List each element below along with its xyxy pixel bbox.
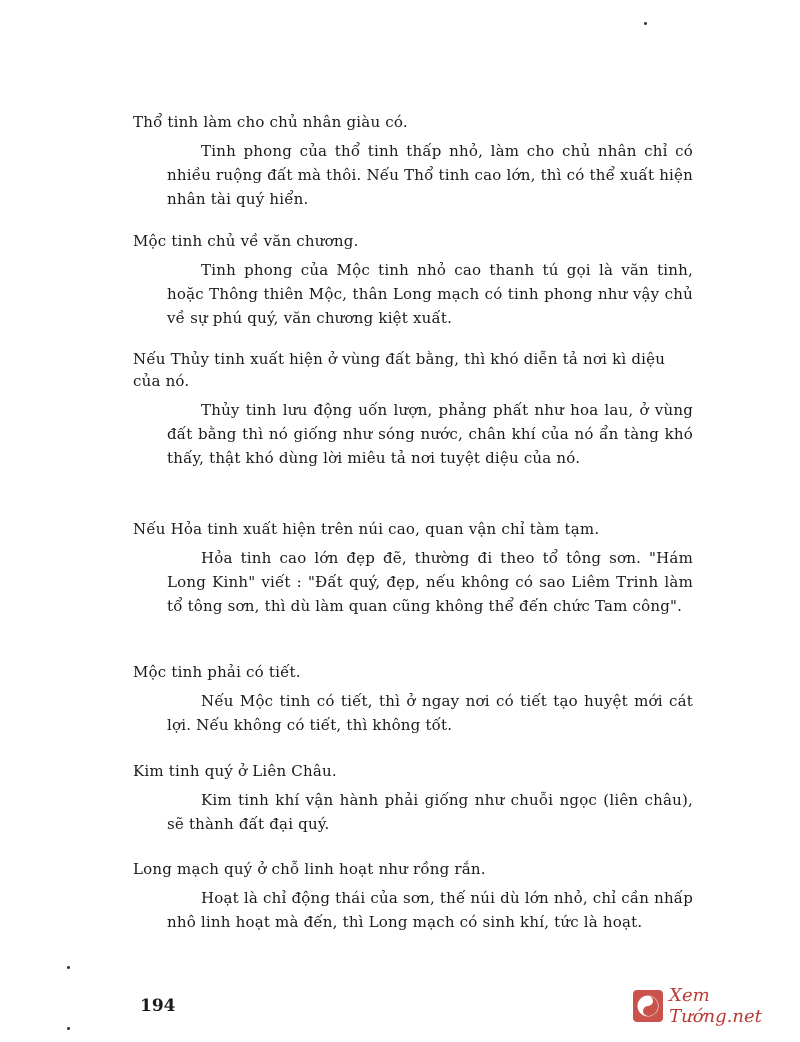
section-heading: Nếu Thủy tinh xuất hiện ở vùng đất bằng, thì khó diễn tả nơi kì diệu của nó. (133, 350, 666, 390)
watermark-logo (633, 985, 800, 1027)
section-7 (133, 858, 693, 934)
section-heading: Long mạch quý ở chỗ linh hoạt như rồng rắn. (133, 860, 486, 878)
section-5 (133, 661, 693, 737)
section-heading: Mộc tinh phải có tiết. (133, 663, 301, 681)
section-6 (133, 760, 693, 836)
section-body: Nếu Mộc tinh có tiết, thì ở ngay nơi có tiết tạo huyệt mới cát lợi. Nếu không có tiết, thì không tốt. (167, 692, 693, 734)
watermark-text: Xem Tướng.net (669, 985, 762, 1027)
section-heading: Kim tinh quý ở Liên Châu. (133, 762, 337, 780)
section-heading: Nếu Hỏa tinh xuất hiện trên núi cao, quan vận chỉ tàm tạm. (133, 520, 600, 538)
section-body: Thủy tinh lưu động uốn lượn, phảng phất như hoa lau, ở vùng đất bằng thì nó giống như sóng nước, chân khí của nó ẩn tàng khó thấy, thật khó dùng lời miêu tả nơi tuyệt diệu của nó. (167, 401, 693, 467)
section-2 (133, 230, 693, 330)
section-heading: Thổ tinh làm cho chủ nhân giàu có. (133, 113, 408, 131)
section-body: Tinh phong của Mộc tinh nhỏ cao thanh tú gọi là văn tinh, hoặc Thông thiên Mộc, thân Long mạch có tinh phong như vậy chủ về sự phú quý, văn chương kiệt xuất. (167, 261, 693, 327)
section-1 (133, 111, 693, 211)
yin-yang-icon (633, 990, 663, 1022)
section-4 (133, 518, 693, 618)
section-body: Tinh phong của thổ tinh thấp nhỏ, làm cho chủ nhân chỉ có nhiều ruộng đất mà thôi. Nếu Thổ tinh cao lớn, thì có thể xuất hiện nhân tài quý hiển. (167, 142, 693, 208)
section-heading: Mộc tinh chủ về văn chương. (133, 232, 359, 250)
section-body: Hoạt là chỉ động thái của sơn, thế núi dù lớn nhỏ, chỉ cần nhấp nhô linh hoạt mà đến, thì Long mạch có sinh khí, tức là hoạt. (167, 889, 693, 931)
scan-speck (67, 966, 70, 969)
section-3 (133, 348, 693, 470)
section-body: Kim tinh khí vận hành phải giống như chuỗi ngọc (liên châu), sẽ thành đất đại quý. (167, 791, 693, 833)
page-number: 194 (140, 996, 176, 1016)
scan-speck (644, 22, 647, 25)
section-body: Hỏa tinh cao lớn đẹp đẽ, thường đi theo tổ tông sơn. "Hám Long Kinh" viết : "Đất quý, đẹp, nếu không có sao Liêm Trinh làm tổ tông sơn, thì dù làm quan cũng không thể đến chức Tam công". (167, 549, 693, 615)
scan-speck (67, 1027, 70, 1030)
